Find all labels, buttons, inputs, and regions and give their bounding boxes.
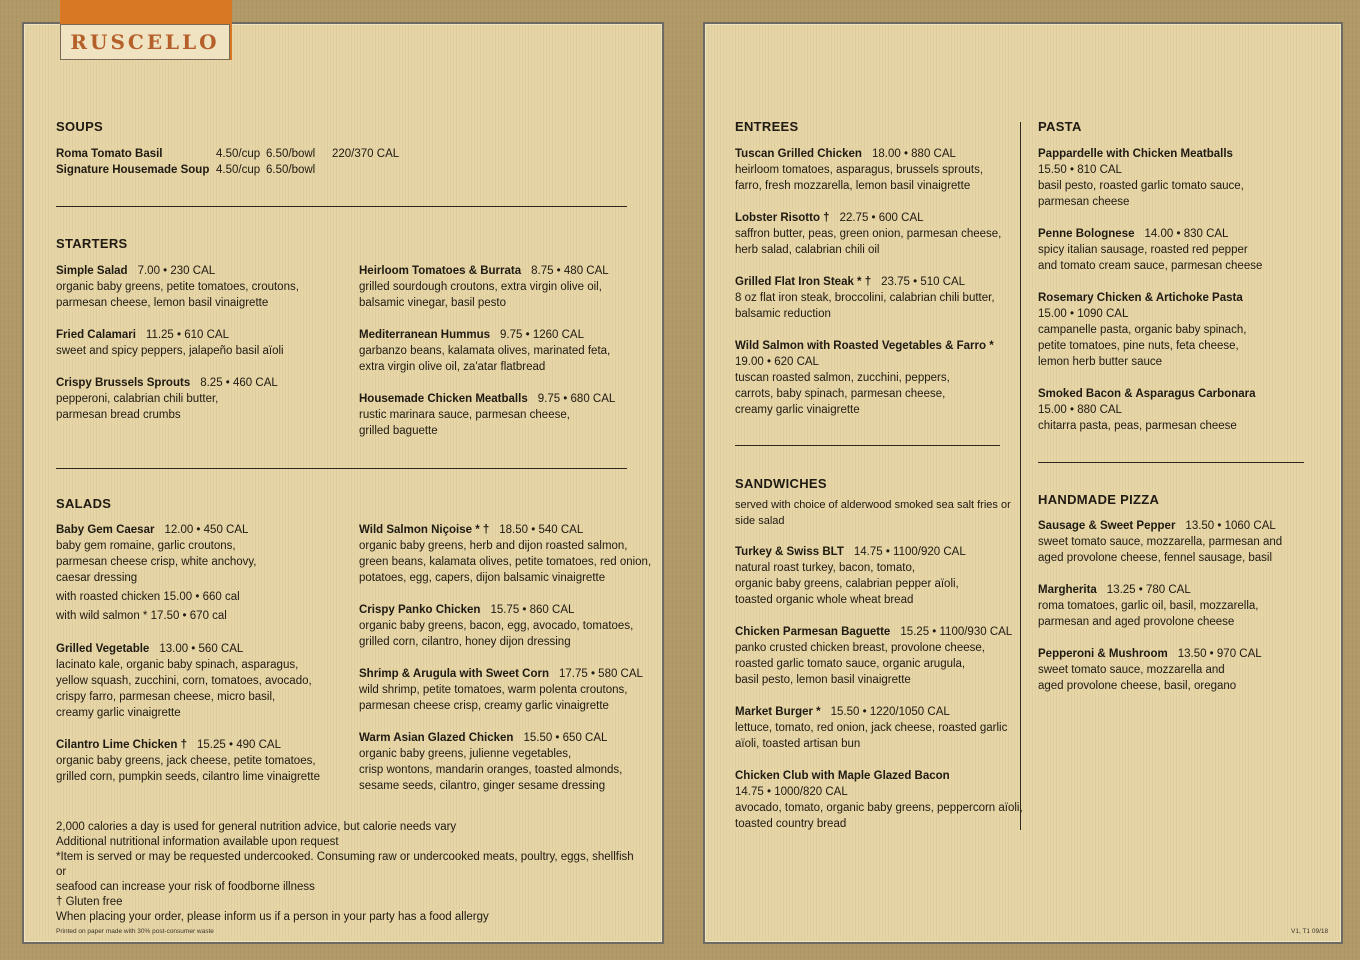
item-name: Fried Calamari (56, 329, 136, 341)
item-price: 15.75 • 860 CAL (490, 604, 575, 616)
menu-item (56, 737, 320, 785)
item-name: Warm Asian Glazed Chicken (359, 732, 514, 744)
item-price: 15.50 • 1220/1050 CAL (830, 706, 950, 718)
menu-item (735, 146, 983, 194)
menu-item (359, 730, 622, 794)
nutrition-notes (56, 820, 636, 925)
menu-item (735, 624, 1012, 688)
item-price: 9.75 • 680 CAL (537, 393, 616, 405)
item-description: saffron butter, peas, green onion, parmesan cheese, (735, 228, 1002, 240)
item-price: 13.50 • 1060 CAL (1185, 520, 1276, 532)
item-description: sweet tomato sauce, mozzarella and (1038, 664, 1225, 676)
menu-item (359, 522, 651, 586)
item-price: 9.75 • 1260 CAL (500, 329, 584, 341)
note-line: *Item is served or may be requested undercooked. Consuming raw or undercooked meats, poultry, eggs, shellfish or (56, 851, 634, 878)
menu-item (359, 602, 633, 650)
brand-logo: RUSCELLO (60, 24, 230, 60)
item-description: sesame seeds, cilantro, ginger sesame dressing (359, 780, 606, 792)
item-name: Sausage & Sweet Pepper (1038, 520, 1176, 532)
column-divider (1020, 122, 1021, 830)
starters-heading: STARTERS (56, 236, 128, 251)
menu-item (1038, 226, 1262, 274)
item-description: carrots, baby spinach, parmesan cheese, (735, 388, 946, 400)
item-name: Heirloom Tomatoes & Burrata (359, 265, 522, 277)
item-price: 23.75 • 510 CAL (881, 276, 966, 288)
menu-item (735, 544, 966, 608)
menu-item (56, 641, 312, 721)
item-price: 15.50 • 810 CAL (1038, 164, 1122, 176)
item-description: creamy garlic vinaigrette (56, 707, 181, 719)
item-description: heirloom tomatoes, asparagus, brussels sprouts, (735, 164, 984, 176)
item-price: 13.25 • 780 CAL (1106, 584, 1191, 596)
item-description: petite tomatoes, pine nuts, feta cheese, (1038, 340, 1239, 352)
version-code: V1, T1 09/18 (1291, 928, 1329, 935)
item-name: Pepperoni & Mushroom (1038, 648, 1168, 660)
item-name: Lobster Risotto † (735, 212, 830, 224)
menu-item (56, 375, 278, 423)
item-description: organic baby greens, calabrian pepper aïoli, (735, 578, 959, 590)
item-price: 14.75 • 1100/920 CAL (853, 546, 966, 558)
section-divider (1038, 462, 1304, 463)
item-price: 8.75 • 480 CAL (531, 265, 609, 277)
item-description: aged provolone cheese, basil, oregano (1038, 680, 1237, 692)
salads-heading: SALADS (56, 496, 112, 511)
item-description: grilled corn, cilantro, honey dijon dressing (359, 636, 571, 648)
item-description: parmesan bread crumbs (56, 409, 181, 421)
item-price: 15.00 • 1090 CAL (1038, 308, 1129, 320)
item-description: crispy farro, parmesan cheese, micro basil, (56, 691, 276, 703)
item-name: Turkey & Swiss BLT (735, 546, 844, 558)
item-price: 17.75 • 580 CAL (558, 668, 643, 680)
item-name: Chicken Club with Maple Glazed Bacon (735, 770, 950, 782)
item-price: 8.25 • 460 CAL (200, 377, 278, 389)
item-description: tuscan roasted salmon, zucchini, peppers, (735, 372, 950, 384)
item-price: 18.50 • 540 CAL (499, 524, 584, 536)
note-line: 2,000 calories a day is used for general nutrition advice, but calorie needs vary (56, 821, 457, 833)
pasta-heading: PASTA (1038, 119, 1082, 134)
item-description: organic baby greens, jack cheese, petite tomatoes, (56, 755, 316, 767)
menu-item (1038, 146, 1244, 210)
item-description: spicy italian sausage, roasted red pepper (1038, 244, 1248, 256)
item-description: green beans, kalamata olives, petite tomatoes, red onion, (359, 556, 652, 568)
note-line: seafood can increase your risk of foodborne illness (56, 881, 315, 893)
item-price: 15.25 • 490 CAL (197, 739, 281, 751)
item-price: 14.00 • 830 CAL (1144, 228, 1229, 240)
item-description: roasted garlic tomato sauce, organic arugula, (735, 658, 966, 670)
item-price: 19.00 • 620 CAL (735, 356, 819, 368)
soup-bowl-price: 6.50/bowl (266, 148, 316, 160)
item-description: potatoes, egg, capers, dijon balsamic vinaigrette (359, 572, 606, 584)
item-price: 13.00 • 560 CAL (159, 643, 244, 655)
menu-page-left (22, 22, 664, 944)
item-name: Pappardelle with Chicken Meatballs (1038, 148, 1233, 160)
item-name: Shrimp & Arugula with Sweet Corn (359, 668, 549, 680)
soup-row (56, 146, 399, 162)
item-description: chitarra pasta, peas, parmesan cheese (1038, 420, 1237, 432)
item-name: Wild Salmon with Roasted Vegetables & Farro * (735, 340, 994, 352)
item-name: Tuscan Grilled Chicken (735, 148, 862, 160)
item-price: 12.00 • 450 CAL (164, 524, 249, 536)
menu-page-right (703, 22, 1343, 944)
item-description: balsamic reduction (735, 308, 831, 320)
item-description: organic baby greens, herb and dijon roasted salmon, (359, 540, 628, 552)
menu-item (56, 327, 284, 359)
menu-item (56, 263, 299, 311)
item-description: parmesan cheese crisp, creamy garlic vinaigrette (359, 700, 609, 712)
item-description: sweet and spicy peppers, jalapeño basil aïoli (56, 345, 284, 357)
item-description: garbanzo beans, kalamata olives, marinated feta, (359, 345, 611, 357)
sandwiches-heading: SANDWICHES (735, 476, 827, 491)
section-divider (735, 445, 1000, 446)
menu-item (735, 768, 1023, 832)
soup-name: Signature Housemade Soup (56, 164, 210, 176)
item-name: Baby Gem Caesar (56, 524, 155, 536)
item-description: grilled baguette (359, 425, 438, 437)
menu-item (1038, 646, 1262, 694)
item-name: Chicken Parmesan Baguette (735, 626, 891, 638)
menu-item (735, 338, 994, 418)
item-description: extra virgin olive oil, za'atar flatbread (359, 361, 546, 373)
item-name: Grilled Vegetable (56, 643, 150, 655)
item-name: Crispy Panko Chicken (359, 604, 481, 616)
paper-footer: Printed on paper made with 30% post-consumer waste (56, 928, 214, 935)
menu-item (1038, 518, 1282, 566)
item-description: aged provolone cheese, fennel sausage, basil (1038, 552, 1273, 564)
item-description: 8 oz flat iron steak, broccolini, calabrian chili butter, (735, 292, 995, 304)
item-price: 11.25 • 610 CAL (145, 329, 230, 341)
item-description: campanelle pasta, organic baby spinach, (1038, 324, 1247, 336)
item-description: wild shrimp, petite tomatoes, warm polenta croutons, (359, 684, 628, 696)
item-description: organic baby greens, julienne vegetables, (359, 748, 572, 760)
item-price: 15.00 • 880 CAL (1038, 404, 1122, 416)
note-line: When placing your order, please inform us if a person in your party has a food allergy (56, 911, 489, 923)
item-description: parmesan cheese crisp, white anchovy, (56, 556, 257, 568)
item-description: lemon herb butter sauce (1038, 356, 1163, 368)
item-name: Market Burger * (735, 706, 821, 718)
menu-item (735, 704, 1007, 752)
item-description: organic baby greens, petite tomatoes, croutons, (56, 281, 299, 293)
item-description: creamy garlic vinaigrette (735, 404, 860, 416)
menu-item (359, 666, 643, 714)
item-description: crisp wontons, mandarin oranges, toasted almonds, (359, 764, 623, 776)
item-description: caesar dressing (56, 572, 138, 584)
item-description: lettuce, tomato, red onion, jack cheese, roasted garlic (735, 722, 1008, 734)
item-description: basil pesto, lemon basil vinaigrette (735, 674, 911, 686)
section-divider (56, 468, 627, 469)
soup-cup-price: 4.50/cup (216, 148, 261, 160)
item-option: with wild salmon * 17.50 • 670 cal (56, 610, 227, 622)
item-description: balsamic vinegar, basil pesto (359, 297, 507, 309)
item-description: aïoli, toasted artisan bun (735, 738, 861, 750)
item-name: Cilantro Lime Chicken † (56, 739, 188, 751)
item-price: 13.50 • 970 CAL (1177, 648, 1262, 660)
item-description: grilled sourdough croutons, extra virgin olive oil, (359, 281, 602, 293)
item-option: with roasted chicken 15.00 • 660 cal (56, 591, 240, 603)
item-description: lacinato kale, organic baby spinach, asparagus, (56, 659, 299, 671)
item-description: basil pesto, roasted garlic tomato sauce, (1038, 180, 1244, 192)
item-description: parmesan and aged provolone cheese (1038, 616, 1235, 628)
menu-item (1038, 386, 1256, 434)
item-price: 18.00 • 880 CAL (871, 148, 956, 160)
menu-item (359, 263, 609, 311)
sandwiches-note-line: side salad (735, 515, 785, 527)
entrees-heading: ENTREES (735, 119, 799, 134)
item-price: 22.75 • 600 CAL (839, 212, 924, 224)
soups-heading: SOUPS (56, 119, 104, 134)
item-price: 15.50 • 650 CAL (523, 732, 608, 744)
item-name: Housemade Chicken Meatballs (359, 393, 528, 405)
menu-item (359, 391, 615, 439)
item-description: farro, fresh mozzarella, lemon basil vinaigrette (735, 180, 971, 192)
soup-row (56, 162, 332, 178)
item-name: Simple Salad (56, 265, 128, 277)
note-line: Additional nutritional information available upon request (56, 836, 339, 848)
soup-bowl-price: 6.50/bowl (266, 164, 316, 176)
item-description: parmesan cheese (1038, 196, 1130, 208)
item-description: rustic marinara sauce, parmesan cheese, (359, 409, 570, 421)
item-description: natural roast turkey, bacon, tomato, (735, 562, 916, 574)
pizza-heading: HANDMADE PIZZA (1038, 492, 1160, 507)
item-description: avocado, tomato, organic baby greens, peppercorn aïoli, (735, 802, 1023, 814)
item-description: panko crusted chicken breast, provolone cheese, (735, 642, 985, 654)
soup-name: Roma Tomato Basil (56, 148, 163, 160)
item-description: grilled corn, pumpkin seeds, cilantro lime vinaigrette (56, 771, 320, 783)
item-description: herb salad, calabrian chili oil (735, 244, 880, 256)
item-description: yellow squash, zucchini, corn, tomatoes, avocado, (56, 675, 312, 687)
sandwiches-note (735, 497, 1011, 529)
item-name: Wild Salmon Niçoise * † (359, 524, 490, 536)
menu-item (735, 274, 995, 322)
section-divider (56, 206, 627, 207)
item-price: 14.75 • 1000/820 CAL (735, 786, 848, 798)
menu-item (1038, 290, 1246, 370)
sandwiches-note-line: served with choice of alderwood smoked sea salt fries or (735, 499, 1011, 511)
item-description: sweet tomato sauce, mozzarella, parmesan and (1038, 536, 1283, 548)
item-description: pepperoni, calabrian chili butter, (56, 393, 219, 405)
item-description: roma tomatoes, garlic oil, basil, mozzarella, (1038, 600, 1259, 612)
item-price: 15.25 • 1100/930 CAL (900, 626, 1013, 638)
menu-item (359, 327, 610, 375)
item-name: Margherita (1038, 584, 1097, 596)
item-description: and tomato cream sauce, parmesan cheese (1038, 260, 1263, 272)
item-name: Grilled Flat Iron Steak * † (735, 276, 872, 288)
item-description: toasted country bread (735, 818, 847, 830)
note-line: † Gluten free (56, 896, 123, 908)
item-name: Smoked Bacon & Asparagus Carbonara (1038, 388, 1256, 400)
soup-calories: 220/370 CAL (332, 148, 400, 160)
item-price: 7.00 • 230 CAL (137, 265, 216, 277)
menu-item (56, 522, 257, 624)
item-description: baby gem romaine, garlic croutons, (56, 540, 236, 552)
menu-item (1038, 582, 1259, 630)
item-name: Penne Bolognese (1038, 228, 1135, 240)
menu-item (735, 210, 1001, 258)
item-name: Mediterranean Hummus (359, 329, 491, 341)
item-name: Crispy Brussels Sprouts (56, 377, 191, 389)
item-description: parmesan cheese, lemon basil vinaigrette (56, 297, 269, 309)
item-name: Rosemary Chicken & Artichoke Pasta (1038, 292, 1243, 304)
item-description: toasted organic whole wheat bread (735, 594, 914, 606)
item-description: organic baby greens, bacon, egg, avocado, tomatoes, (359, 620, 634, 632)
soup-cup-price: 4.50/cup (216, 164, 261, 176)
